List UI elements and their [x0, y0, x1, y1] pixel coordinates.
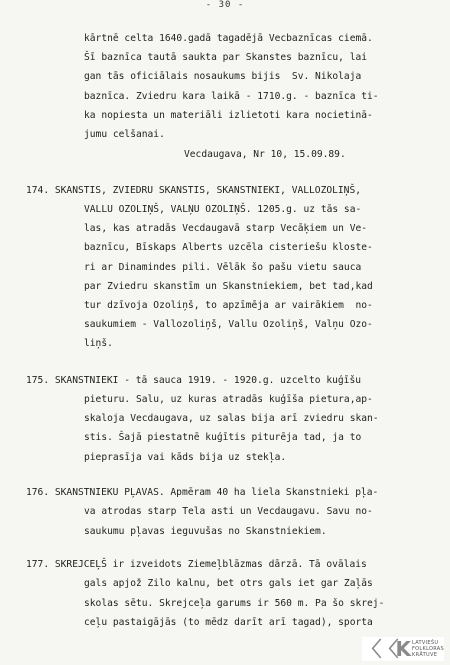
text-line: skaloja Vecdaugava, uz salas bija arī zviedru skan-: [84, 413, 379, 424]
entry-heading: 177. SKREJCEĻŠ ir izveidots Ziemeļblāzmas dārzā. Tā ovālais: [26, 559, 367, 570]
lfk-logo-icon: 〈 〈 K: [361, 637, 411, 661]
text-line: ceļu pastaigājās (to mēdz darīt arī tagad), sporta: [84, 617, 373, 628]
text-line: va atrodas starp Tela asti un Vecdaugavu. Savu no-: [84, 506, 373, 517]
logo-line: FOLKLORAS: [412, 646, 444, 652]
text-line: saukumu pļavas ieguvušas no Skanstniekiem.: [84, 526, 327, 537]
text-line: gals apjož Zilo kalnu, bet otrs gals iet gar Zaļās: [84, 578, 373, 589]
text-line: ri ar Dinamindes pili. Vēlāk šo pašu vietu sauca: [84, 262, 362, 273]
text-line: Šī baznīca tautā saukta par Skanstes baznīcu, lai: [84, 52, 368, 63]
logo-text: [412, 640, 444, 658]
text-line: liņš.: [84, 338, 113, 349]
text-line: jumu celšanai.: [84, 129, 165, 140]
logo-line: KRĀTUVE: [412, 652, 438, 658]
text-line: par Zviedru skanstīm un Skanstniekiem, bet tad,kad: [84, 281, 373, 292]
text-line: gan tās oficiālais nosaukums bijis Sv. Nikolaja: [84, 71, 362, 82]
text-line: saukumiem - Vallozoliņš, Vallu Ozoliņš, Valņu Ozo-: [84, 319, 373, 330]
text-line: stis. Šajā piestatnē kuģītis piturēja tad, ja to: [84, 432, 362, 443]
text-line: pieturu. Salu, uz kuras atradās kuģīša pietura,ap-: [84, 394, 373, 405]
text-line: kārtnē celta 1640.gadā tagadējā Vecbaznīcas ciemā.: [84, 33, 373, 44]
archive-logo: [362, 637, 445, 661]
entry-heading: 174. SKANSTIS, ZVIEDRU SKANSTIS, SKANSTNIEKI, VALLOZOLIŅŠ,: [26, 185, 362, 196]
text-line: VALLU OZOLIŅŠ, VALŅU OZOLIŅŠ. 1205.g. uz tās sa-: [84, 204, 362, 215]
text-line: skolas sētu. Skrejceļa garums ir 560 m. Pa šo skrej-: [84, 598, 385, 609]
logo-line: LATVIEŠU: [412, 640, 439, 646]
text-line: tur dzīvoja Ozoliņš, to apzīmēja ar vairākiem no-: [84, 300, 373, 311]
entry-heading: 176. SKANSTNIEKU PĻAVAS. Apmēram 40 ha liela Skanstnieki pļa-: [26, 487, 379, 498]
text-line: baznīcu, Bīskaps Alberts uzcēla cisteriešu kloste-: [84, 242, 373, 253]
entry-heading: 175. SKANSTNIEKI - tā sauca 1919. - 1920.g. uzcelto kuģīšu: [26, 375, 362, 386]
text-line: las, kas atradās Vecdaugavā starp Vecāķiem un Ve-: [84, 223, 368, 234]
text-line: ka nopiesta un materiāli izlietoti kara nocietinā-: [84, 110, 373, 121]
signature-line: Vecdaugava, Nr 10, 15.09.89.: [184, 149, 346, 160]
text-line: pieprasīja vai kāds bija uz stekļa.: [84, 452, 287, 463]
text-line: baznīca. Zviedru kara laikā - 1710.g. - baznīca ti-: [84, 91, 379, 102]
page-number: - 30 -: [205, 0, 245, 10]
